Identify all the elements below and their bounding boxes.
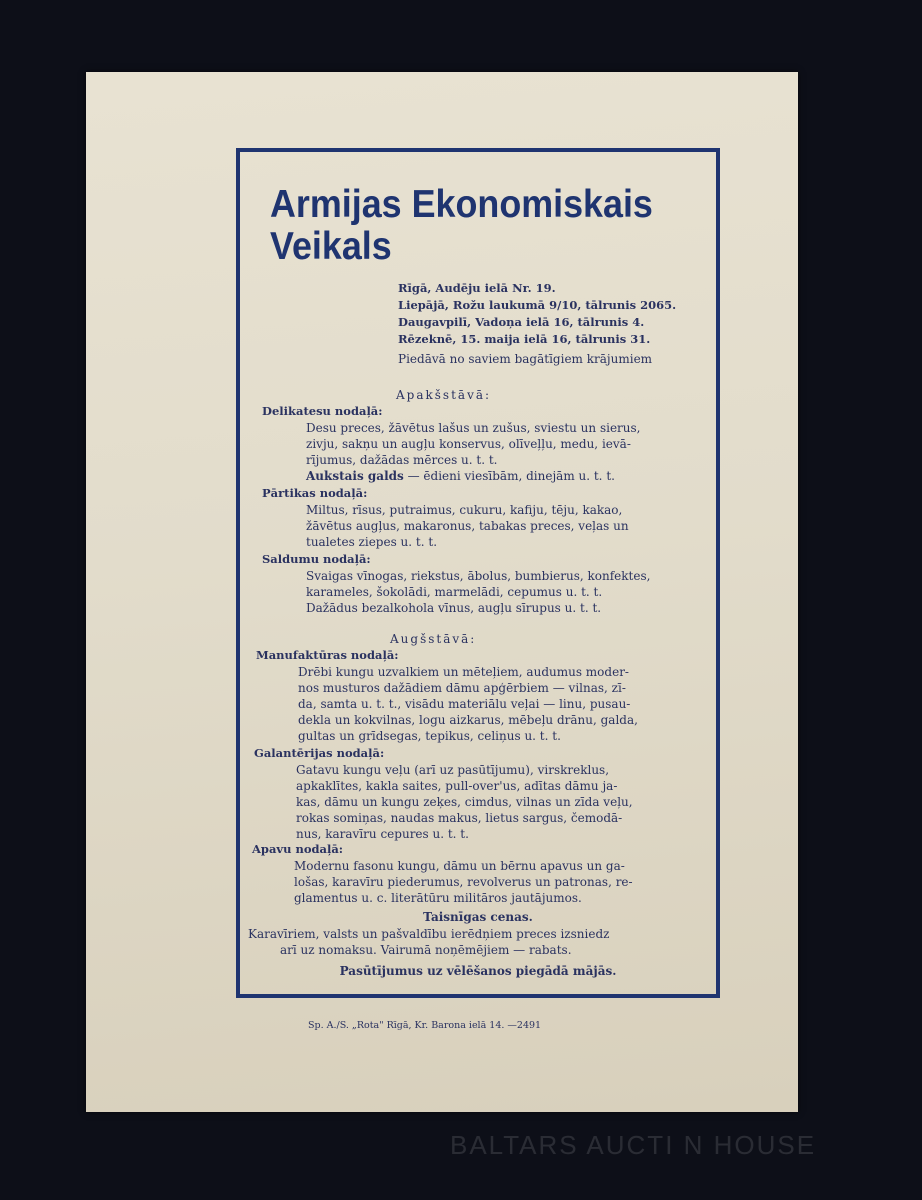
printer-imprint: Sp. A./S. „Rota" Rīgā, Kr. Barona ielā 14. —2491 bbox=[308, 1020, 542, 1031]
cold-table-line bbox=[306, 468, 641, 484]
sweets-line: Svaigas vīnogas, riekstus, ābolus, bumbierus, konfektes, bbox=[306, 569, 651, 583]
delicatessen-title: Delikatesu nodaļā: bbox=[262, 404, 383, 418]
delicatessen-text bbox=[306, 420, 641, 484]
delicatessen-line: zivju, sakņu un augļu konservus, olīveļļu, medu, ievā- bbox=[306, 437, 631, 451]
haberdashery-line: Gatavu kungu veļu (arī uz pasūtījumu), virskreklus, bbox=[296, 763, 610, 777]
offer-text: Piedāvā no saviem bagātīgiem krājumiem bbox=[398, 352, 653, 366]
address-daugavpils: Daugavpilī, Vadoņa ielā 16, tālrunis 4. bbox=[398, 315, 645, 329]
delivery-note: Pasūtījumus uz vēlēšanos piegādā mājās. bbox=[339, 964, 617, 978]
title-line-2: Veikals bbox=[270, 225, 392, 268]
haberdashery-line: nus, karavīru cepures u. t. t. bbox=[296, 827, 469, 841]
advertisement-frame bbox=[236, 148, 720, 998]
sweets-title: Saldumu nodaļā: bbox=[262, 552, 371, 566]
address-rezekne: Rēzeknē, 15. maija ielā 16, tālrunis 31. bbox=[398, 332, 651, 346]
manufactory-line: gultas un grīdsegas, tepikus, celiņus u. t. t. bbox=[298, 729, 561, 743]
manufactory-line: Drēbi kungu uzvalkiem un mēteļiem, audumus moder- bbox=[298, 665, 629, 679]
title-line-1: Armijas Ekonomiskais bbox=[270, 183, 653, 226]
fair-prices: Taisnīgas cenas. bbox=[423, 910, 533, 924]
address-list bbox=[398, 280, 728, 348]
footer-line: arī uz nomaksu. Vairumā noņēmējiem — rabats. bbox=[280, 943, 572, 957]
sweets-text bbox=[306, 568, 650, 616]
address-riga: Rīgā, Audēju ielā Nr. 19. bbox=[398, 281, 556, 295]
ground-floor-heading: Apakšstāvā: bbox=[396, 388, 492, 402]
address-liepaja: Liepājā, Rožu laukumā 9/10, tālrunis 2065. bbox=[398, 298, 677, 312]
shoes-line: glamentus u. c. literātūru militāros jautājumos. bbox=[294, 891, 582, 905]
shoes-title: Apavu nodaļā: bbox=[252, 842, 344, 856]
food-line: žāvētus augļus, makaronus, tabakas preces, veļas un bbox=[306, 519, 629, 533]
cold-table-label: Aukstais galds bbox=[306, 469, 404, 483]
footer-line: Karavīriem, valsts un pašvaldību ierēdņiem preces izsniedz bbox=[248, 927, 610, 941]
haberdashery-title: Galantērijas nodaļā: bbox=[254, 746, 385, 760]
footer-text bbox=[248, 926, 609, 958]
shoes-text bbox=[294, 858, 633, 906]
manufactory-line: dekla un kokvilnas, logu aizkarus, mēbeļu drānu, galda, bbox=[298, 713, 638, 727]
auction-watermark: BALTARS AUCTI N HOUSE bbox=[450, 1130, 817, 1160]
shoes-line: Modernu fasonu kungu, dāmu un bērnu apavus un ga- bbox=[294, 859, 625, 873]
manufactory-line: nos musturos dažādiem dāmu apģērbiem — vilnas, zī- bbox=[298, 681, 626, 695]
sweets-line: Dažādus bezalkohola vīnus, augļu sīrupus u. t. t. bbox=[306, 601, 602, 615]
upper-floor-heading: Augšstāvā: bbox=[390, 632, 477, 646]
store-title bbox=[270, 184, 675, 268]
manufactory-line: da, samta u. t. t., visādu materiālu veļai — linu, pusau- bbox=[298, 697, 631, 711]
haberdashery-text bbox=[296, 762, 633, 842]
manufactory-title: Manufaktūras nodaļā: bbox=[256, 648, 399, 662]
food-line: tualetes ziepes u. t. t. bbox=[306, 535, 438, 549]
haberdashery-line: kas, dāmu un kungu zeķes, cimdus, vilnas un zīda veļu, bbox=[296, 795, 633, 809]
food-text bbox=[306, 502, 629, 550]
delicatessen-line: Desu preces, žāvētus lašus un zušus, sviestu un sierus, bbox=[306, 421, 641, 435]
haberdashery-line: apkaklītes, kakla saites, pull-over'us, adītas dāmu ja- bbox=[296, 779, 618, 793]
cold-table-text: — ēdieni viesībām, dinejām u. t. t. bbox=[403, 469, 615, 483]
food-title: Pārtikas nodaļā: bbox=[262, 486, 368, 500]
sweets-line: karameles, šokolādi, marmelādi, cepumus u. t. t. bbox=[306, 585, 603, 599]
manufactory-text bbox=[298, 664, 638, 744]
haberdashery-line: rokas somiņas, naudas makus, lietus sargus, čemodā- bbox=[296, 811, 623, 825]
food-line: Miltus, rīsus, putraimus, cukuru, kafiju, tēju, kakao, bbox=[306, 503, 623, 517]
delicatessen-line: rījumus, dažādas mērces u. t. t. bbox=[306, 453, 498, 467]
shoes-line: lošas, karavīru piederumus, revolverus un patronas, re- bbox=[294, 875, 633, 889]
